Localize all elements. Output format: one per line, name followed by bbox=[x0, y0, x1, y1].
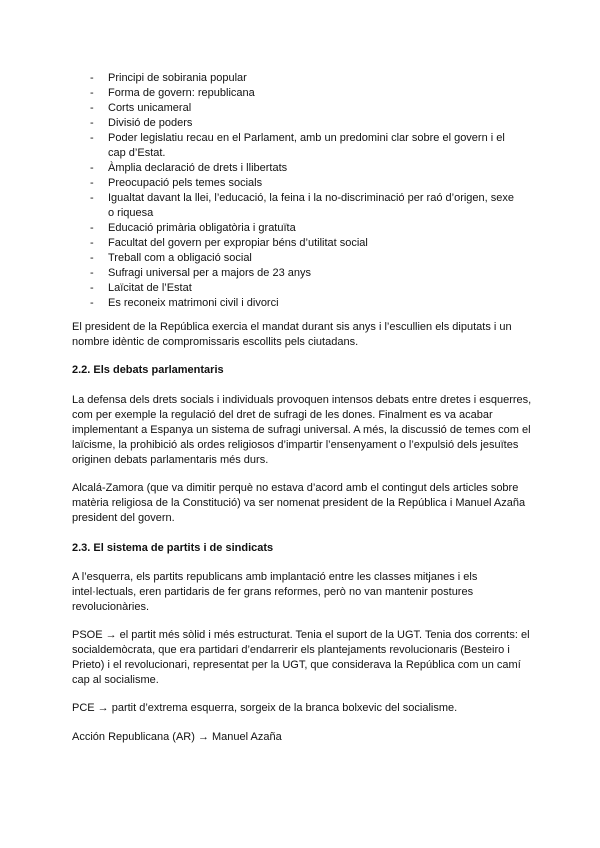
list-item: - Corts unicameral bbox=[90, 102, 192, 114]
bullet-dash: - bbox=[90, 267, 94, 279]
section-heading-debats: 2.2. Els debats parlamentaris bbox=[72, 364, 224, 376]
partits-paragraph: A l’esquerra, els partits republicans amb implantació entre les classes mitjanes i els intel·lectuals, eren partidaris de fer grans reformes, però no van mantenir postures revolucionàries. bbox=[72, 571, 478, 613]
bullet-dash: - bbox=[90, 87, 94, 99]
president-paragraph: El president de la República exercia el mandat durant sis anys i l’escullien els diputats i un nombre idèntic de compromissaris escollits pels ciutadans. bbox=[72, 321, 512, 348]
section-heading-partits: 2.3. El sistema de partits i de sindicats bbox=[72, 542, 274, 554]
psoe-paragraph: PSOE → el partit més sòlid i més estructurat. Tenia el suport de la UGT. Tenia dos corrents: el socialdemòcrata, que era partidari d’endarrerir els plantejaments revolucionaris (Besteiro i Prieto) i el revolucionari, representat per la UGT, que considerava la República com un camí cap al socialisme. bbox=[72, 629, 530, 686]
pce-paragraph: PCE → partit d’extrema esquerra, sorgeix de la branca bolxevic del socialisme. bbox=[72, 702, 458, 714]
list-item: - Treball com a obligació social bbox=[90, 252, 252, 264]
bullet-dash: - bbox=[90, 297, 94, 309]
list-item: - Preocupació pels temes socials bbox=[90, 177, 263, 189]
bullet-dash: - bbox=[90, 162, 94, 174]
list-item: - Es reconeix matrimoni civil i divorci bbox=[90, 297, 279, 309]
list-item: - Sufragi universal per a majors de 23 anys bbox=[90, 267, 311, 279]
bullet-dash: - bbox=[90, 252, 94, 264]
bullet-dash: - bbox=[90, 132, 94, 144]
constitution-features-list bbox=[0, 71, 600, 311]
list-item: - Poder legislatiu recau en el Parlament, amb un predomini clar sobre el govern i el cap d’Estat. bbox=[90, 132, 505, 159]
bullet-dash: - bbox=[90, 192, 94, 204]
bullet-dash: - bbox=[90, 177, 94, 189]
list-item: - Forma de govern: republicana bbox=[90, 87, 255, 99]
list-item: - Principi de sobirania popular bbox=[90, 72, 247, 84]
list-item: - Àmplia declaració de drets i llibertats bbox=[90, 162, 288, 174]
list-item: - Educació primària obligatòria i gratuïta bbox=[90, 222, 296, 234]
debats-paragraph-1: La defensa dels drets socials i individuals provoquen intensos debats entre dretes i esquerres, com per exemple la regulació del dret de sufragi de les dones. Finalment es va acabar implementant a Espanya un sistema de sufragi universal. A més, la discussió de temes com el laïcisme, la prohibició als ordes religiosos d’impartir l’ensenyament o l’expulsió dels jesuïtes originen debats parlamentaris més durs. bbox=[72, 394, 532, 466]
bullet-dash: - bbox=[90, 237, 94, 249]
bullet-dash: - bbox=[90, 72, 94, 84]
list-item: - Facultat del govern per expropiar béns d’utilitat social bbox=[90, 237, 368, 249]
bullet-dash: - bbox=[90, 282, 94, 294]
bullet-dash: - bbox=[90, 102, 94, 114]
bullet-dash: - bbox=[90, 222, 94, 234]
bullet-dash: - bbox=[90, 117, 94, 129]
debats-paragraph-2: Alcalá-Zamora (que va dimitir perquè no estava d’acord amb el contingut dels articles sobre matèria religiosa de la Constitució) va ser nomenat president de la República i Manuel Azaña president del govern. bbox=[72, 482, 526, 524]
ar-paragraph: Acción Republicana (AR) → Manuel Azaña bbox=[72, 731, 282, 743]
list-item: - Divisió de poders bbox=[90, 117, 193, 129]
list-item: - Laïcitat de l’Estat bbox=[90, 282, 192, 294]
list-item: - Igualtat davant la llei, l’educació, la feina i la no-discriminació per raó d’origen, sexe o riquesa bbox=[90, 192, 515, 219]
